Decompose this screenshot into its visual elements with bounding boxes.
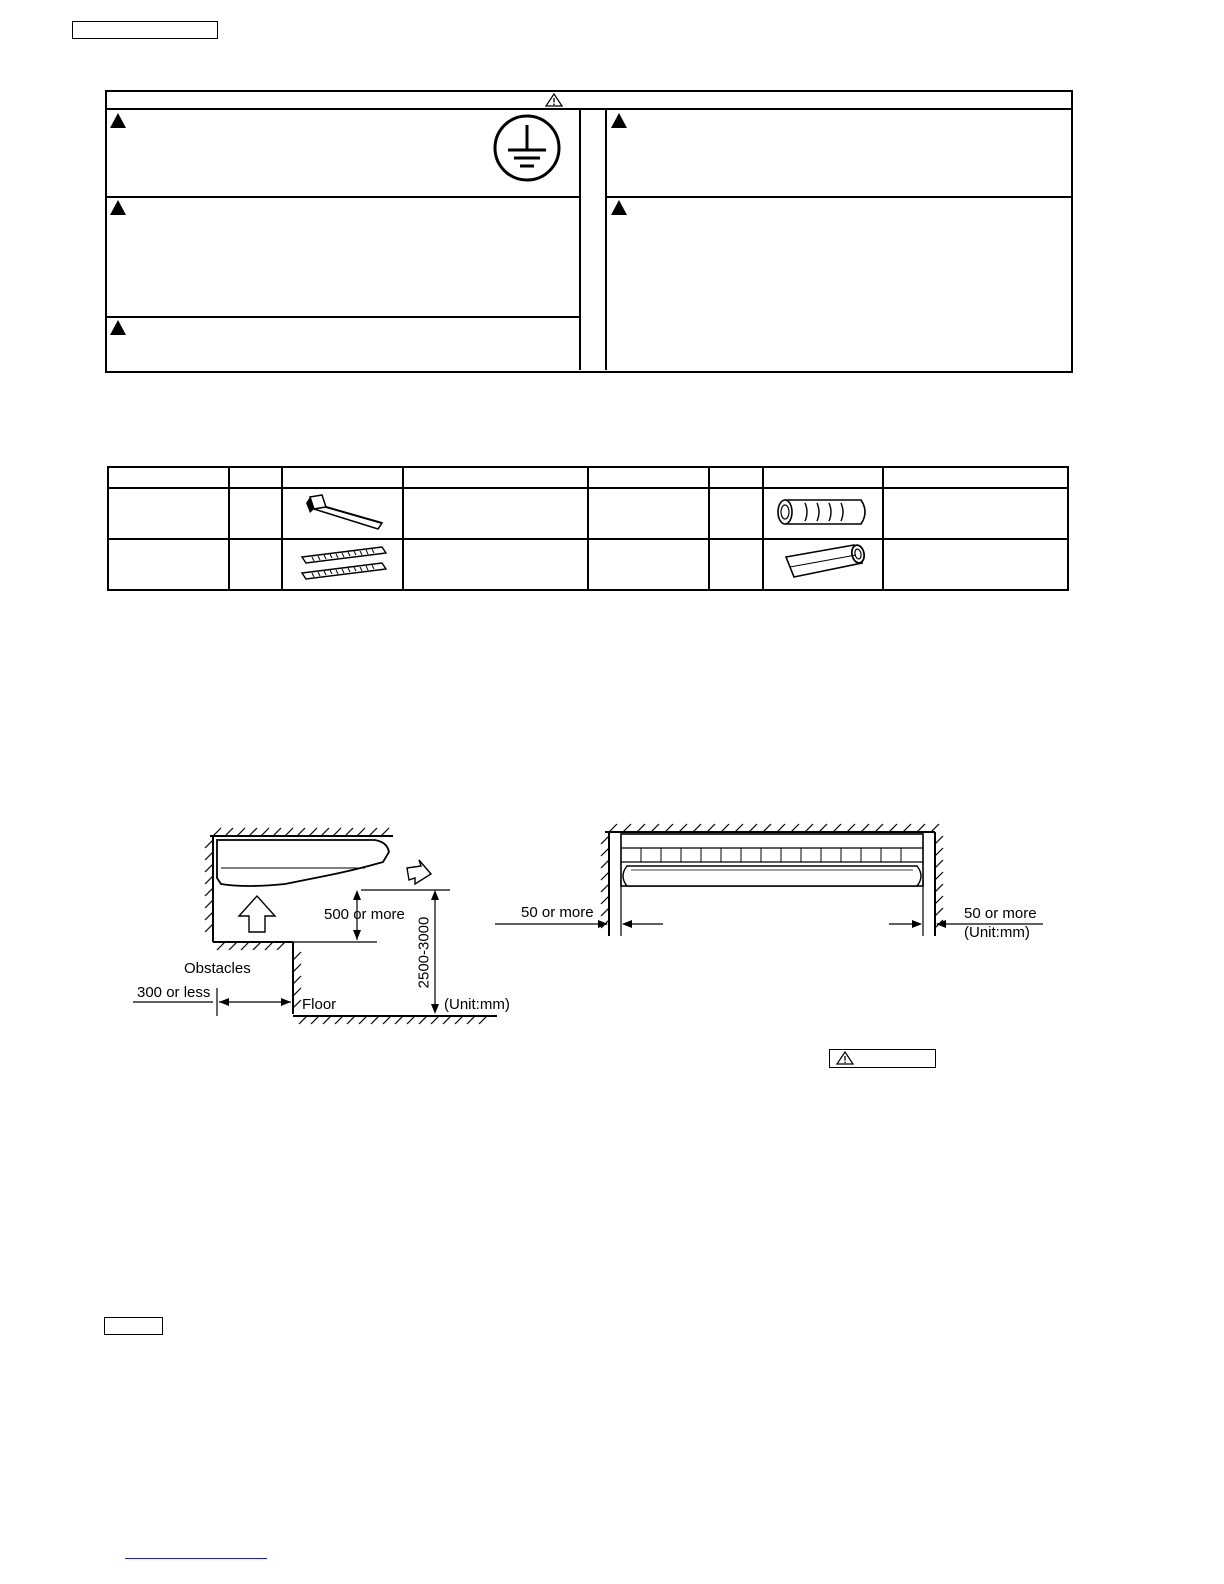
label-height-range: 2500-3000 <box>415 916 433 989</box>
insulation-sleeve-icon <box>775 495 871 529</box>
warning-cell-5-icon <box>611 200 627 215</box>
warning-cell-4-icon <box>611 113 627 128</box>
caution-box <box>829 1049 936 1068</box>
holder-bar-icon <box>298 493 388 533</box>
label-500-or-more: 500 or more <box>324 906 405 923</box>
label-unit-front: (Unit:mm) <box>964 924 1030 941</box>
header-box <box>72 21 218 39</box>
warning-cell-1-icon <box>110 113 126 128</box>
warning-cell-3-icon <box>110 320 126 335</box>
earth-ground-symbol-icon <box>492 113 562 183</box>
footer-link[interactable] <box>125 1558 267 1559</box>
small-label-box <box>104 1317 163 1335</box>
warning-triangle-outline-icon <box>545 93 563 107</box>
label-right-clearance: 50 or more <box>964 905 1037 922</box>
label-floor: Floor <box>302 996 337 1013</box>
label-unit-side: (Unit:mm) <box>444 996 510 1013</box>
warning-triangle-outline-icon <box>836 1051 854 1065</box>
label-300-or-less: 300 or less <box>137 984 211 1001</box>
drain-hose-icon <box>780 543 868 581</box>
drain-insulation-tubes-icon <box>298 543 390 585</box>
label-obstacles: Obstacles <box>184 960 251 977</box>
label-left-clearance: 50 or more <box>521 904 594 921</box>
warning-cell-2-icon <box>110 200 126 215</box>
